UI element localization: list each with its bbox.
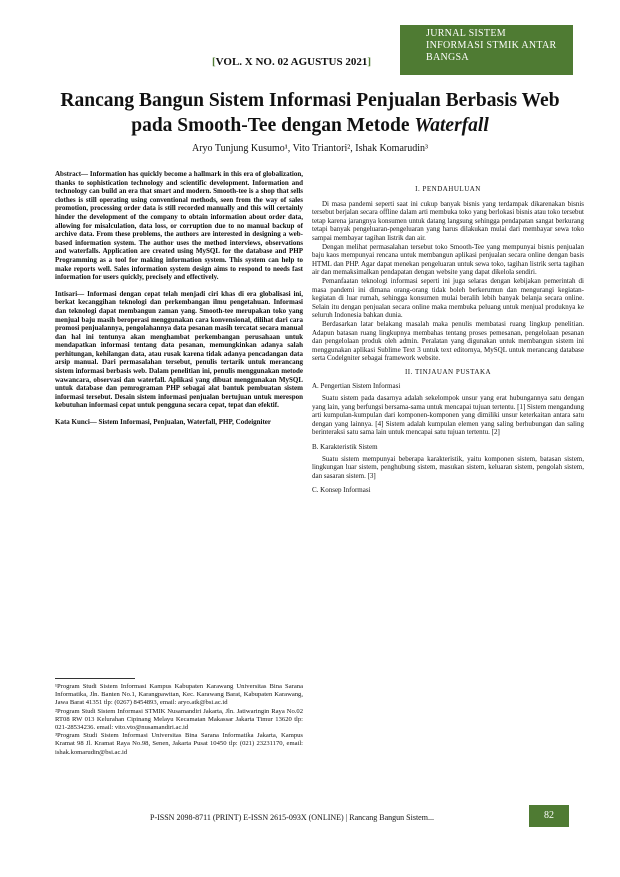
subsection-b-paragraph: Suatu sistem mempunyai beberapa karakteristik, yaitu komponen sistem, batasan sistem, lingkungan luar sistem, penghubung sistem, masukan sistem, keluaran sistem, pengolah sistem, dan sasaran sistem. [3] — [312, 454, 584, 480]
footnote-2: ²Program Studi Sistem Informasi STMIK Nusamandiri Jakarta, Jln. Jatiwaringin Raya No.02 RT08 RW 013 Kelurahan Cipinang Melayu Kecamatan Makassar Jakarta Timur 13620 tlp: 021-28534236. email: vito.vto@nusamandiri.ac.id — [55, 707, 303, 732]
subsection-a-heading: A. Pengertian Sistem Informasi — [312, 382, 401, 391]
abstract-english: Abstract— Information has quickly become a hallmark in this era of globalization, thanks to sophistication technology and scientific development. Information and technology can build an era that smart and modern. Smooth-tee is a shop that sells clothes is still operating using conventional methods, seen from the way of sales promotion, processing order data is still recorded manually and this will certainly hinder the development of the company to obtain information about order data, allowing for misalculation, data loss, or corruption due to no manual backup of archive data. From these problems, the authors are interested in designing a web-based information system. The author uses the method interviews, observations and waterfalls. Application are created using MySQL for the database and PHP Programming as a tool for making information system. This system can help to make reports well. Sales information system design aims to respond to needs fast information for users quickly, precisely and effectively. — [55, 170, 303, 282]
section-heading-literature: II. TINJAUAN PUSTAKA — [404, 367, 492, 376]
footnote-1: ¹Program Studi Sistem Informasi Kampus Kabupaten Karawang Universitas Bina Sarana Informatika, Jln. Banten No.1, Karangpawitan, Kec. Karawang Barat, Kabupaten Karawang, Jawa Barat 41351 tlp: (0267) 8454893, email: aryo.atk@bsi.ac.id — [55, 683, 303, 707]
journal-name-line1: JURNAL SISTEM — [426, 28, 506, 39]
intro-paragraph-3: Pemanfaatan teknologi informasi seperti ini juga selaras dengan kebijakan pemerintah di masa pandemi ini dimana orang-orang tidak boleh berkerumun dan mengurangi kegiatan-kegiatan di luar rumah, sehingga konsumen mulai beralih lebih banyak belanja secara online. Selain itu dengan penjualan secara online maka membuka peluang untuk menjual produknya ke seluruh Indonesia bahkan dunia. — [312, 276, 584, 320]
intro-paragraph-1: Di masa pandemi seperti saat ini cukup banyak bisnis yang terdampak dikarenakan bisnis tersebut berjalan secara offline dalam arti membuka toko yang berlokasi bisnis atau toko tersebut tetap karena jarangnya konsumen untuk datang langsung sehingga pendapatan sangat berkurang tetapi banyak pengeluaran-pengeluaran yang harus dilakukan mulai dari membayar sewa toko sampai membayar tagihan listrik dan air. — [312, 199, 584, 242]
keywords: Kata Kunci— Sistem Informasi, Penjualan, Waterfall, PHP, Codeigniter — [55, 418, 272, 427]
paper-title: Rancang Bangun Sistem Informasi Penjualan Berbasis Web pada Smooth-Tee dengan Metode Waterfall — [60, 90, 560, 136]
intro-paragraph-2: Dengan melihat permasalahan tersebut toko Smooth-Tee yang mempunyai bisnis penjualan baju kaos mempunyai rencana untuk membangun aplikasi penjualan secara online dengan basis HTML dan PHP. Agar dapat menekan pengeluaran untuk sewa toko, tagihan listrik serta tagihan air dan memaksimalkan pendapatan dengan website yang dapat dikelola sendiri. — [312, 242, 584, 277]
issn-footer: P-ISSN 2098-8711 (PRINT) E-ISSN 2615-093X (ONLINE) | Rancang Bangun Sistem... — [150, 813, 434, 822]
subsection-a-paragraph: Suatu sistem pada dasarnya adalah sekelompok unsur yang erat hubungannya satu dengan yang lain, yang berfungsi bersama-sama untuk mencapai tujuan tertentu. [1] Sistem mengandung arti kumpulan-kumpulan dari komponen-komponen yang dimiliki unsur keterkaitan antara satu dengan yang lainnya. [4] Sistem adalah kumpulan elemen yang saling berhubungan dan saling berinteraksi satu sama lain untuk mencapai satu tujuan tertentu. [2] — [312, 394, 584, 437]
subsection-c-heading: C. Konsep Informasi — [312, 486, 371, 495]
subsection-b-heading: B. Karakteristik Sistem — [312, 443, 378, 452]
footnote-rule — [55, 678, 135, 679]
abstract-indonesian: Intisari— Informasi dengan cepat telah menjadi ciri khas di era globalisasi ini, berkat kecanggihan teknologi dan perkembangan ilmu pengetahuan. Informasi dan teknologi dapat membangun zaman yang. Smooth-tee merupakan toko yang menjual baju masih beroperasi menggunakan cara konvensional, dilihat dari cara promosi penjualannya, pengolahannya data pesanan masih tercatat secara manual dan hal ini tentunya akan menghambat perkembangan perusahaan untuk mendapatkan informasi tentang data pesanan, memungkinkan adanya salah perhitungan, kehilangan data, atau rusak karena tidak adanya pencadangan data arsip manual. Dari permasalahan tersebut, penulis tertarik untuk merancang sistem informasi berbasis web. Dalam penelitian ini, penulis menggunakan metode wawancara, observasi dan waterfall. Aplikasi yang dibuat menggunakan MySQL untuk database dan pemrograman PHP sebagai alat bantuk pembuatan sistem informasi tersebut. Desain sistem informasi penjualan bertujuan untuk merespon kebutuhan informasi cepat untuk pengguna secara cepat, tepat dan efektif. — [55, 289, 303, 410]
page-number: 82 — [529, 805, 569, 827]
journal-name-line2: INFORMASI STMIK ANTAR — [426, 40, 557, 51]
journal-name-line3: BANGSA — [426, 52, 469, 63]
authors: Aryo Tunjung Kusumo¹, Vito Triantori², Ishak Komarudin³ — [191, 143, 428, 154]
volume-label: [VOL. X NO. 02 AGUSTUS 2021] — [212, 56, 372, 68]
footnote-3: ³Program Studi Sistem Informasi Universitas Bina Sarana Informatika Jakarta, Kampus Kramat 98 Jl. Kramat Raya No.98, Senen, Jakarta Pusat 10450 tlp: (021) 23231170, email: ishak.komarudin@bsi.ac.id — [55, 732, 303, 756]
journal-banner — [400, 25, 573, 75]
section-heading-introduction: I. PENDAHULUAN — [415, 185, 481, 193]
left-column — [55, 170, 303, 435]
footnotes — [55, 683, 303, 757]
right-column — [312, 180, 584, 498]
intro-paragraph-4: Berdasarkan latar belakang masalah maka penulis membatasi ruang lingkup penelitian. Adapun batasan ruang lingkupnya membahas tentang proses pemesanan, pengelolaan pesanan dan pengelolaan produk oleh admin. Peralatan yang digunakan untuk membangun sistem ini menggunakan aplikasi Sublime Text 3 untuk text editornya, MySQL untuk merancang database serta Codelgniter sebagai framework website. — [312, 319, 584, 363]
